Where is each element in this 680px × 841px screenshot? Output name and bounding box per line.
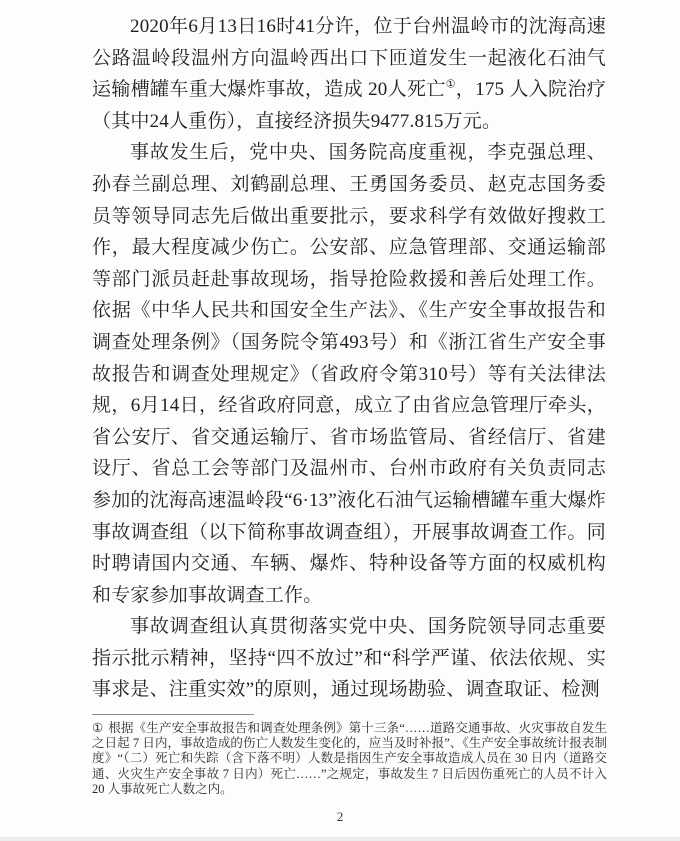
paragraph-accident-summary [92,11,606,137]
page-number: 2 [336,809,344,824]
footnote-text [92,721,607,797]
paragraph-response-and-investigation-team: 事故发生后，党中央、国务院高度重视，李克强总理、孙春兰副总理、刘鹤副总理、王勇国务委员、赵克志国务委员等领导同志先后做出重要批示，要求科学有效做好搜救工作，最大程度减少伤亡。公安部、应急管理部、交通运输部等部门派员赶赴事故现场，指导抢险救援和善后处理工作。依据《中华人民共和国安全生产法》、《生产安全事故报告和调查处理条例》（国务院令第493号）和《浙江省生产安全事故报告和调查处理规定》（省政府令第310号）等有关法律法规，6月14日，经省政府同意，成立了由省应急管理厅牵头，省公安厅、省交通运输厅、省市场监管局、省经信厅、省建设厅、省总工会等部门及温州市、台州市政府有关负责同志参加的沈海高速温岭段“6·13”液化石油气运输槽罐车重大爆炸事故调查组（以下简称事故调查组），开展事故调查工作。同时聘请国内交通、车辆、爆炸、特种设备等方面的权威机构和专家参加事故调查工作。 [92,142,606,606]
scan-edge-shadow [0,837,680,841]
footnote-body: 根据《生产安全事故报告和调查处理条例》第十三条“……道路交通事故、火灾事故自发生之日起 7 日内，事故造成的伤亡人数发生变化的，应当及时补报”、《生产安全事故统计报表制度》“（二）死亡和失踪（含下落不明）人数是指因生产安全事故造成人员在 30 日内（道路交通、火灾生产安全事故 7 日内）死亡……”之规定，事故发生 7 日后因伤重死亡的人员不计入 20 人事故死亡人数之内。 [92,721,607,796]
paragraph-text-after-footnote-ref: ，175 人入院治疗（其中24人重伤），直接经济损失9477.815万元。 [92,79,606,132]
paragraph-investigation-principles: 事故调查组认真贯彻落实党中央、国务院领导同志重要指示批示精神，坚持“四不放过”和“科学严谨、依法依规、实事求是、注重实效”的原则，通过现场勘验、调查取证、检测 [92,616,606,701]
footnote-ref-marker: ① [445,78,456,91]
paragraph-text-before-footnote-ref: 2020年6月13日16时41分许，位于台州温岭市的沈海高速公路温岭段温州方向温岭西出口下匝道发生一起液化石油气运输槽罐车重大爆炸事故，造成 20人死亡 [92,16,606,101]
footnote-separator-line [92,714,254,715]
footnote-marker: ① [92,721,104,735]
footnote-section [92,714,607,797]
document-body [92,11,606,706]
